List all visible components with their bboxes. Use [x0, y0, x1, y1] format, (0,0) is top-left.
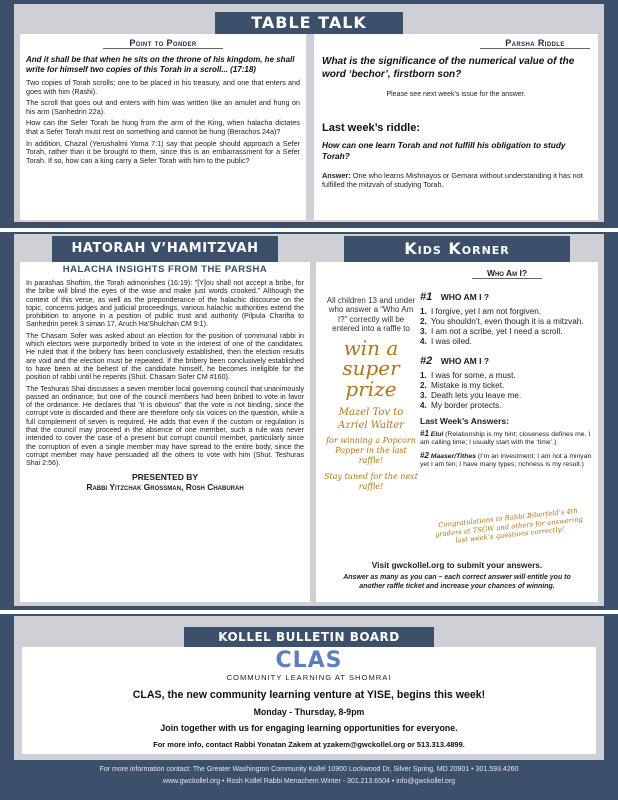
raffle-column	[324, 296, 418, 548]
clue-number: 4.	[420, 401, 427, 410]
clue-text: I am not a scribe, yet I need a scroll.	[431, 327, 563, 336]
clue-number: 1.	[420, 307, 427, 316]
riddle1-title: WHO AM I ?	[440, 292, 490, 302]
bulletin-title: KOLLEL BULLETIN BOARD	[184, 627, 434, 647]
clue-item	[420, 381, 594, 391]
riddle2-title: WHO AM I ?	[440, 356, 490, 366]
clas-logo-sub: COMMUNITY LEARNING AT SHOMRAI	[226, 673, 392, 682]
riddle2-num: #2	[420, 355, 433, 367]
answer2-num: #2	[420, 450, 429, 460]
raffle-text: All children 13 and under who answer a “Who Am I?” correctly will be entered into a raffle to	[326, 296, 416, 334]
clas-logo	[259, 648, 359, 673]
riddle2-heading	[420, 351, 594, 369]
clue-number: 1.	[420, 371, 427, 380]
riddle-note: Please see next week's issue for the answer.	[386, 91, 526, 98]
answer-text: One who learns Mishnayos or Gemara without understanding it has not fulfilled the mitzvah of studying Torah.	[322, 171, 583, 189]
clue-text: I forgive, yet I am not forgiven.	[431, 307, 542, 316]
bulletin-contact[interactable]: For more info, contact Rabbi Yonatan Zakem at yzakem@gwckollel.org or 513.313.4899.	[153, 740, 465, 749]
clue-item	[420, 391, 594, 401]
hatorah-paragraph: The Chasam Sofer was asked about an election for the position of communal rabbi in which electors were purportedly bribed to vote in the interest of one of the candidates. He ruled that if the bribery has been conclusively established, then the election results are void and the election must be repeated. If the bribery been conclusively established to have been at the behest of the candidate himself, he becomes ineligible for the position of rabbi until he repents (Shut. Chasam Sofer CM #160).	[26, 331, 304, 382]
clue-number: 2.	[420, 317, 427, 326]
answer1-text: (Relationship is my hint; closeness defines me. I am calling time; I usually start with the ‘time’.)	[420, 431, 591, 447]
riddle-answer	[322, 171, 590, 189]
raffle-win: win a	[343, 335, 399, 360]
ponder-paragraph: In addition, Chazal (Yerushalmi Yoma 7:1) say that people should approach a Sefer Torah, rather than it be brought to them, since this is an embarrassment for a Sefer Torah. If so, how can a king carry a Sefer Torah with him to the public?	[26, 138, 300, 165]
who-am-i-column	[420, 268, 594, 470]
hatorah-paragraph: The Teshuras Shai discusses a seven member local governing council that unanimously passed an ordinance, but one of the council members had been bribed to vote in favor of the ordinance. He declares that "it is obvious" that the vote is not binding, since the corrupt vote is discarded and there are therefore only six voices on the question, while a full complement of seven is required. He adds that even if the custom or regulation is that the council may proceed in the absence of one member, such a rule was never intended to cover the case of a present but corrupt council member, particularly since the corruption of even a single member may have spread to the entire body, since the corrupt member may have persuaded all the others to vote with him (Shut. Teshuras Shai 2:56).	[26, 384, 304, 468]
bulletin-headline: CLAS, the new community learning venture at YISE, begins this week!	[132, 689, 486, 701]
visit-line[interactable]: Visit gwckollel.org to submit your answers.	[371, 560, 543, 570]
winner-note: for winning a Popcorn Popper in the last raffle!	[326, 435, 416, 465]
riddle-question: What is the significance of the numerical value of the word ‘bechor’, firstborn son?	[322, 56, 575, 80]
riddle2-clues	[420, 371, 594, 411]
clue-number: 3.	[420, 391, 427, 400]
hatorah-paragraph: In parashas Shoftim, the Torah admonishes (16:19): "[Y]ou shall not accept a bribe, for the bribe will blind the eyes of the wise and make just words crooked." Although the context of this verse, as well as the preponderance of the halachic discourse on the topic, concerns judges and judicial proceedings, various halachic authorities extend the prohibition to anyone in a position of public trust and authority (Pilpula Charifta to Sanhedrin perek 3 siman 17, Aruch Ha'Shulchan CM 9:1).	[26, 279, 304, 329]
clue-number: 4.	[420, 337, 427, 346]
ponder-quote: And it shall be that when he sits on the throne of his kingdom, he shall write for himself two copies of this Torah in a scroll... (17:18)	[26, 55, 295, 74]
clue-text: I was for some, a must.	[431, 371, 516, 380]
stay-tuned: Stay tuned for the next raffle!	[324, 471, 418, 491]
clas-logo-text: CLAS	[275, 648, 343, 673]
table-talk-title: TABLE TALK	[215, 12, 403, 34]
clue-item	[420, 337, 594, 347]
riddle1-num: #1	[420, 291, 433, 303]
congrats-note: Congratulations to Rabbi Biberfeld’s 4th graders at TSGW and others for answering last week’s questions correctly!	[434, 506, 584, 545]
presented-by: PRESENTED BY	[131, 471, 199, 482]
raffle-super: super	[342, 355, 400, 380]
parsha-riddle-heading: Parsha Riddle	[480, 38, 590, 49]
last-week-riddle-heading: Last week’s riddle:	[322, 122, 421, 134]
answer1	[420, 430, 594, 448]
hatorah-subtitle: HALACHA INSIGHTS FROM THE PARSHA	[62, 264, 268, 275]
ponder-paragraph: How can the Sefer Torah be hung from the arm of the King, when halacha dictates that a Sefer Torah must rest on something and cannot be hung (Berachos 24a)?	[26, 118, 300, 136]
clue-text: I was oiled.	[431, 337, 472, 346]
presenter: Rabbi Yitzchak Grossman, Rosh Chaburah	[86, 481, 244, 492]
footer-line1: For more information contact: The Greater Washington Community Kollel 10900 Lockwood Dr, Silver Spring, MD 20901 • 301.593.4260	[99, 766, 519, 773]
answer2-name: Maaser/Tithes	[430, 452, 477, 460]
answer1-num: #1	[420, 429, 429, 438]
point-to-ponder-heading: Point to Ponder	[103, 38, 223, 49]
hatorah-title: HATORAH V’HAMITZVAH	[52, 236, 278, 262]
riddle1-heading	[420, 287, 594, 305]
ponder-paragraph: Two copies of Torah scrolls; one to be placed in his treasury, and one that enters and goes with him (Rashi).	[26, 78, 300, 96]
last-week-answers-heading: Last Week’s Answers:	[420, 416, 509, 426]
bulletin-schedule: Monday - Thursday, 8-9pm	[253, 707, 365, 717]
ponder-paragraph: The scroll that goes out and enters with him was written like an amulet and hung on his arm (Sanhedrin 22a).	[26, 98, 300, 116]
clue-text: Mistake is my ticket.	[431, 381, 505, 390]
footer-line2[interactable]: www.gwckollel.org • Rosh Kollel Rabbi Menachem Winter - 301.213.6504 • info@gwckollel.org	[162, 778, 456, 785]
clue-item	[420, 371, 594, 381]
kids-footnote: Answer as many as you can – each correct answer will entitle you to another raffle ticket and increase your chances of winning.	[343, 574, 571, 590]
riddle1-clues	[420, 307, 594, 347]
mazel-tov: Mazel Tov to Azriel Walter	[337, 406, 405, 431]
answer2	[420, 452, 594, 470]
clue-text: My border protects.	[431, 401, 502, 410]
clue-text: You shouldn’t, even though it is a mitzvah.	[431, 317, 584, 326]
answer2-text: (I’m an investment; I am not a minyan yet I am ten; I have many types; richness is my result.)	[420, 452, 592, 469]
clue-text: Death lets you leave me.	[431, 391, 522, 400]
clue-item	[420, 307, 594, 317]
last-week-riddle-question: How can one learn Torah and not fulfill his obligation to study Torah?	[322, 140, 566, 161]
bulletin-join: Join together with us for engaging learning opportunities for everyone.	[160, 723, 458, 733]
clue-item	[420, 401, 594, 411]
hatorah-box	[20, 262, 310, 602]
parsha-riddle-box	[314, 34, 598, 220]
answer1-name: Elul	[430, 431, 444, 438]
clue-item	[420, 327, 594, 337]
clue-item	[420, 317, 594, 327]
kids-korner-title: Kids Korner	[344, 236, 570, 262]
clue-number: 2.	[420, 381, 427, 390]
clue-number: 3.	[420, 327, 427, 336]
answer-label: Answer:	[322, 171, 351, 180]
raffle-prize: prize	[345, 376, 397, 401]
who-am-i-heading: Who Am I?	[472, 268, 542, 279]
point-to-ponder-box	[20, 34, 306, 220]
